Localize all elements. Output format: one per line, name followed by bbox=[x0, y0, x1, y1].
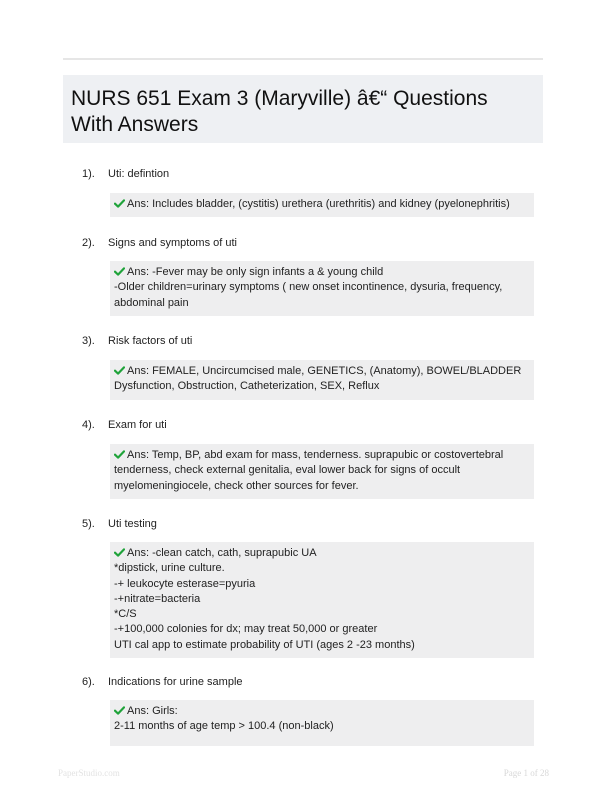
ans-prefix: Ans: bbox=[127, 266, 153, 278]
answer-line: myelomeningiocele, check other sources for fever. bbox=[114, 479, 359, 492]
answer-line: 2-11 months of age temp > 100.4 (non-black) bbox=[114, 720, 334, 733]
check-icon bbox=[114, 548, 125, 557]
ans-prefix: Ans: bbox=[127, 547, 153, 559]
answer-line: *dipstick, urine culture. bbox=[114, 562, 225, 575]
answer-line: Ans: Includes bladder, (cystitis) urethera (urethritis) and kidney (pyelonephritis) bbox=[114, 197, 530, 212]
question-text: Indications for urine sample bbox=[108, 676, 243, 688]
answer-line: -+100,000 colonies for dx; may treat 50,000 or greater bbox=[114, 623, 378, 636]
answer-line: Ans: Temp, BP, abd exam for mass, tenderness. suprapubic or costovertebral bbox=[114, 448, 530, 463]
answer-box-1 bbox=[110, 193, 534, 217]
answer-box-4 bbox=[110, 444, 534, 499]
footer-watermark: PaperStudio.com bbox=[58, 768, 120, 778]
check-icon bbox=[114, 450, 125, 459]
answer-box-6 bbox=[110, 700, 534, 746]
question-number: 3). bbox=[82, 335, 95, 347]
title-banner bbox=[63, 75, 543, 143]
answer-box-2 bbox=[110, 261, 534, 316]
top-divider bbox=[63, 58, 543, 60]
ans-prefix: Ans: bbox=[127, 705, 153, 717]
answer-line: Dysfunction, Obstruction, Catheterization, SEX, Reflux bbox=[114, 380, 380, 393]
answer-line: Ans: -clean catch, cath, suprapubic UA bbox=[114, 546, 530, 561]
check-icon bbox=[114, 267, 125, 276]
question-number: 1). bbox=[82, 168, 95, 180]
check-icon bbox=[114, 199, 125, 208]
answer-line: abdominal pain bbox=[114, 296, 189, 309]
answer-line: -+nitrate=bacteria bbox=[114, 592, 201, 605]
check-icon bbox=[114, 366, 125, 375]
question-text: Uti: defintion bbox=[108, 168, 170, 180]
answer-line: *C/S bbox=[114, 608, 137, 621]
ans-prefix: Ans: bbox=[127, 449, 152, 461]
answer-line: UTI cal app to estimate probability of UTI (ages 2 -23 months) bbox=[114, 638, 415, 651]
answer-box-3 bbox=[110, 360, 534, 400]
answer-line: tenderness, check external genitalia, eval lower back for signs of occult bbox=[114, 464, 461, 477]
answer-line: -+ leukocyte esterase=pyuria bbox=[114, 577, 256, 590]
question-text: Uti testing bbox=[108, 518, 157, 530]
question-number: 4). bbox=[82, 419, 95, 431]
ans-prefix: Ans: bbox=[127, 365, 153, 377]
question-text: Signs and symptoms of uti bbox=[108, 237, 238, 249]
answer-line: Ans: -Fever may be only sign infants a & young child bbox=[114, 265, 530, 280]
page-number: Page 1 of 28 bbox=[503, 768, 549, 778]
question-number: 2). bbox=[82, 237, 95, 249]
answer-line: Ans: Girls: bbox=[114, 704, 530, 719]
answer-box-5 bbox=[110, 542, 534, 658]
answer-line: Ans: FEMALE, Uncircumcised male, GENETICS, (Anatomy), BOWEL/BLADDER bbox=[114, 364, 530, 379]
document-title: NURS 651 Exam 3 (Maryville) â€“ Questions With Answers bbox=[71, 87, 488, 136]
question-text: Exam for uti bbox=[108, 419, 167, 431]
question-text: Risk factors of uti bbox=[108, 335, 193, 347]
ans-prefix: Ans: bbox=[127, 198, 153, 210]
answer-line: -Older children=urinary symptoms ( new onset incontinence, dysuria, frequency, bbox=[114, 281, 503, 294]
check-icon bbox=[114, 706, 125, 715]
question-number: 5). bbox=[82, 518, 95, 530]
question-number: 6). bbox=[82, 676, 95, 688]
